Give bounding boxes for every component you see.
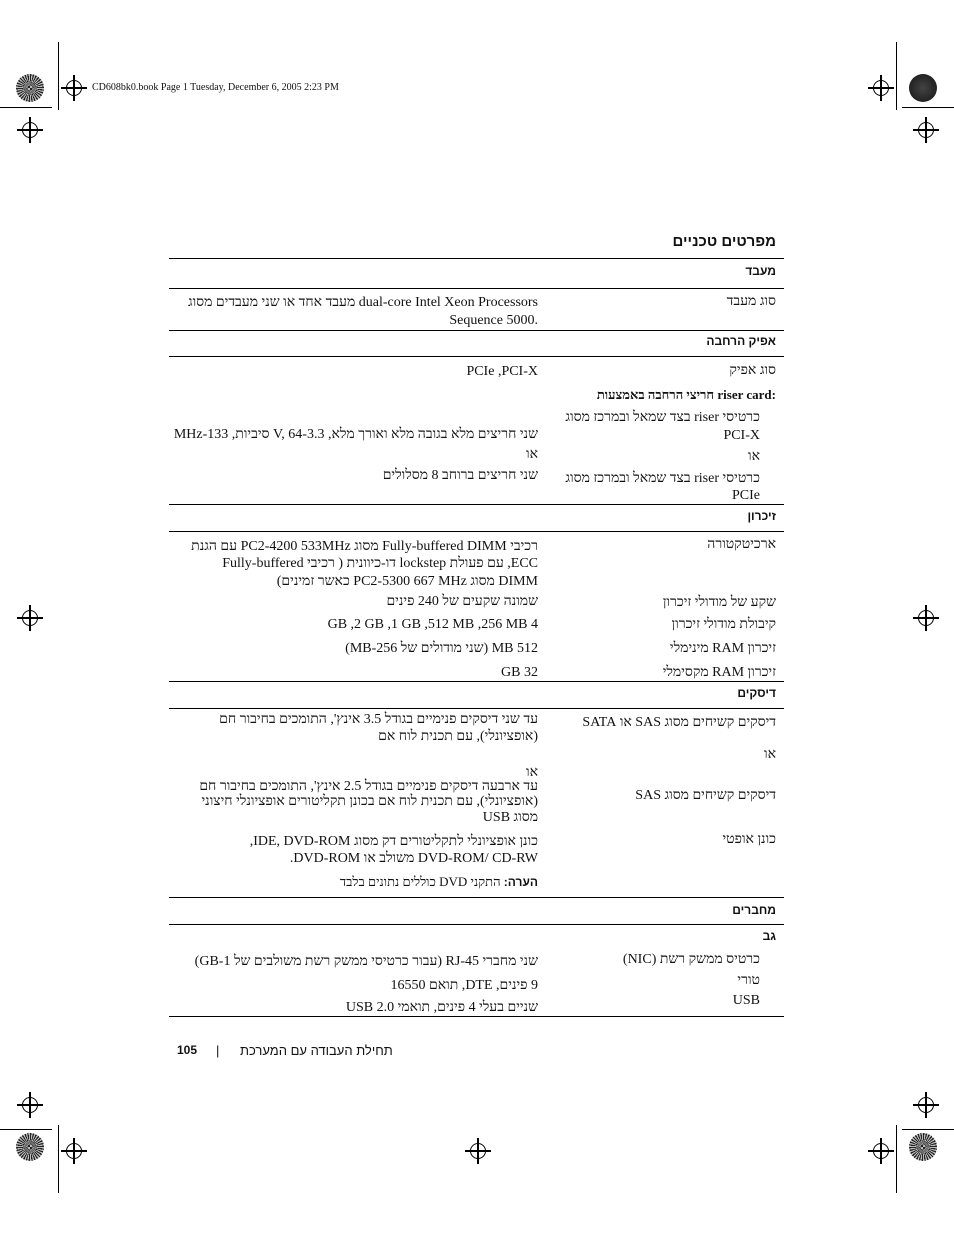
- print-header: CD608bk0.book Page 1 Tuesday, December 6, 2005 2:23 PM: [92, 82, 339, 93]
- crosshair-icon: [873, 80, 889, 96]
- nic-label: כרטיס ממשק רשת (NIC): [622, 952, 760, 967]
- pcix-riser-label: PCI-X: [723, 428, 760, 443]
- module-capacity-label: קיבולת מודולי זיכרון: [671, 617, 776, 632]
- dvd-note: [168, 873, 538, 891]
- section-rule: [169, 897, 784, 898]
- crop-mark: [896, 1125, 897, 1193]
- sas-drives-label: דיסקים קשיחים מסוג SAS: [635, 788, 776, 803]
- section-rule: [169, 681, 784, 682]
- footer-page-number: 105: [177, 1043, 198, 1057]
- section-heading-connectors: מחברים: [732, 903, 776, 917]
- subsection-heading-back: גב: [762, 929, 776, 943]
- sata-drives-value: (אופציונלי), עם תכנית לוח אם: [378, 729, 538, 744]
- pcix-riser-label: כרטיסי riser בצד שמאל ובמרכז מסוג: [565, 410, 760, 425]
- page-title: מפרטים טכניים: [672, 233, 776, 250]
- pcie-slots-value: שני חריצים ברוחב 8 מסלולים: [382, 468, 538, 483]
- min-ram-value: 512 MB (שני מודולים של 256-MB): [345, 641, 538, 656]
- pcie-riser-label: כרטיסי riser בצד שמאל ובמרכז מסוג: [565, 471, 760, 486]
- usb-value: שניים בעלי 4 פינים, תואמי USB 2.0: [345, 1000, 538, 1015]
- footer-chapter-title: תחילת העבודה עם המערכת: [240, 1043, 393, 1058]
- architecture-value: רכיבי Fully-buffered DIMM מסוג PC2-4200 533MHz עם הגנת: [191, 539, 538, 554]
- memory-sockets-label: שקע של מודולי זיכרון: [662, 595, 776, 610]
- section-rule: [169, 258, 784, 259]
- crosshair-icon: [918, 1097, 934, 1113]
- note-label: הערה:: [503, 875, 538, 889]
- architecture-value: DIMM מסוג PC2-5300 667 MHz כאשר זמינים): [276, 574, 538, 589]
- note-text: התקני DVD כוללים נתונים בלבד: [339, 874, 501, 889]
- serial-label: טורי: [737, 973, 760, 988]
- registration-rosette-icon: [16, 1133, 44, 1161]
- nic-value: שני מחברי RJ-45 (עבור כרטיסי ממשק רשת משולבים של 1-GB): [194, 954, 538, 969]
- architecture-label: ארכיטקטורה: [707, 537, 776, 552]
- or-label: או: [748, 449, 760, 464]
- section-rule: [169, 288, 784, 289]
- sas-drives-value: (אופציונלי), עם תכנית לוח אם בכונן תקליטורים אופציונלי חיצוני: [201, 794, 538, 809]
- optical-drive-value: כונן אופציונלי לתקליטורים דק מסוג IDE, DVD-ROM,: [249, 834, 538, 849]
- section-heading-expansion: אפיק הרחבה: [706, 334, 776, 348]
- section-rule: [169, 924, 784, 925]
- crop-mark: [58, 42, 59, 110]
- processor-type-value: .5000 Sequence: [449, 313, 538, 328]
- module-capacity-value: 4 GB ,2 GB ,1 GB ,512 MB ,256 MB: [327, 617, 538, 632]
- sas-drives-value: מסוג USB: [482, 810, 538, 825]
- max-ram-label: זיכרון RAM מקסימלי: [662, 665, 776, 680]
- registration-rosette-icon: [16, 74, 44, 102]
- sas-drives-value: עד ארבעה דיסקים פנימיים בגודל 2.5 אינץ', התומכים בחיבור חם: [199, 779, 538, 794]
- crosshair-icon: [22, 610, 38, 626]
- section-rule: [169, 1016, 784, 1017]
- crosshair-icon: [66, 1143, 82, 1159]
- crop-mark: [0, 107, 52, 108]
- or-label: או: [764, 747, 776, 762]
- bus-type-label: סוג אפיק: [729, 363, 776, 378]
- expansion-slots-label: :riser card חריצי הרחבה באמצעות: [596, 387, 776, 402]
- or-value: או: [526, 447, 538, 462]
- crosshair-icon: [918, 122, 934, 138]
- min-ram-label: זיכרון RAM מינימלי: [669, 641, 776, 656]
- registration-rosette-icon: [909, 74, 937, 102]
- crosshair-icon: [470, 1143, 486, 1159]
- optical-drive-label: כונן אופטי: [722, 832, 776, 847]
- processor-type-value: dual-core Intel Xeon Processors מעבד אחד או שני מעבדים מסוג: [187, 295, 538, 310]
- crosshair-icon: [873, 1143, 889, 1159]
- section-heading-memory: זיכרון: [747, 509, 776, 523]
- bus-type-value: PCIe ,PCI-X: [466, 364, 538, 379]
- processor-type-label: סוג מעבד: [726, 294, 776, 309]
- sata-drives-value: עד שני דיסקים פנימיים בגודל 3.5 אינץ', התומכים בחיבור חם: [219, 712, 538, 727]
- section-heading-processor: מעבד: [745, 264, 776, 278]
- pcix-slots-value: שני חריצים מלא בגובה מלא ואורך מלא, 3.3-V, 64 סיביות, 133-MHz: [173, 427, 538, 442]
- serial-value: 9 פינים, DTE, תואם 16550: [390, 978, 538, 993]
- section-rule: [169, 531, 784, 532]
- section-heading-drives: דיסקים: [737, 686, 776, 700]
- crosshair-icon: [66, 80, 82, 96]
- crop-mark: [0, 1129, 52, 1130]
- crop-mark: [902, 1129, 954, 1130]
- section-rule: [169, 504, 784, 505]
- crosshair-icon: [918, 610, 934, 626]
- registration-rosette-icon: [909, 1133, 937, 1161]
- usb-label: USB: [732, 993, 760, 1008]
- crop-mark: [58, 1125, 59, 1193]
- section-rule: [169, 708, 784, 709]
- optical-drive-value: DVD-ROM/ CD-RW משולב או DVD-ROM.: [289, 851, 538, 866]
- pcie-riser-label: PCIe: [732, 488, 760, 503]
- section-rule: [169, 356, 784, 357]
- memory-sockets-value: שמונה שקעים של 240 פינים: [386, 594, 538, 609]
- sata-drives-label: דיסקים קשיחים מסוג SAS או SATA: [582, 715, 776, 730]
- crop-mark: [902, 107, 954, 108]
- architecture-value: ECC, עם פעולת lockstep דו-כיוונית ( רכיבי Fully-buffered: [222, 556, 538, 571]
- crosshair-icon: [22, 1097, 38, 1113]
- crop-mark: [896, 42, 897, 110]
- max-ram-value: 32 GB: [501, 665, 538, 680]
- footer-separator: |: [216, 1043, 220, 1058]
- section-rule: [169, 330, 784, 331]
- or-value: או: [526, 765, 538, 780]
- crosshair-icon: [22, 122, 38, 138]
